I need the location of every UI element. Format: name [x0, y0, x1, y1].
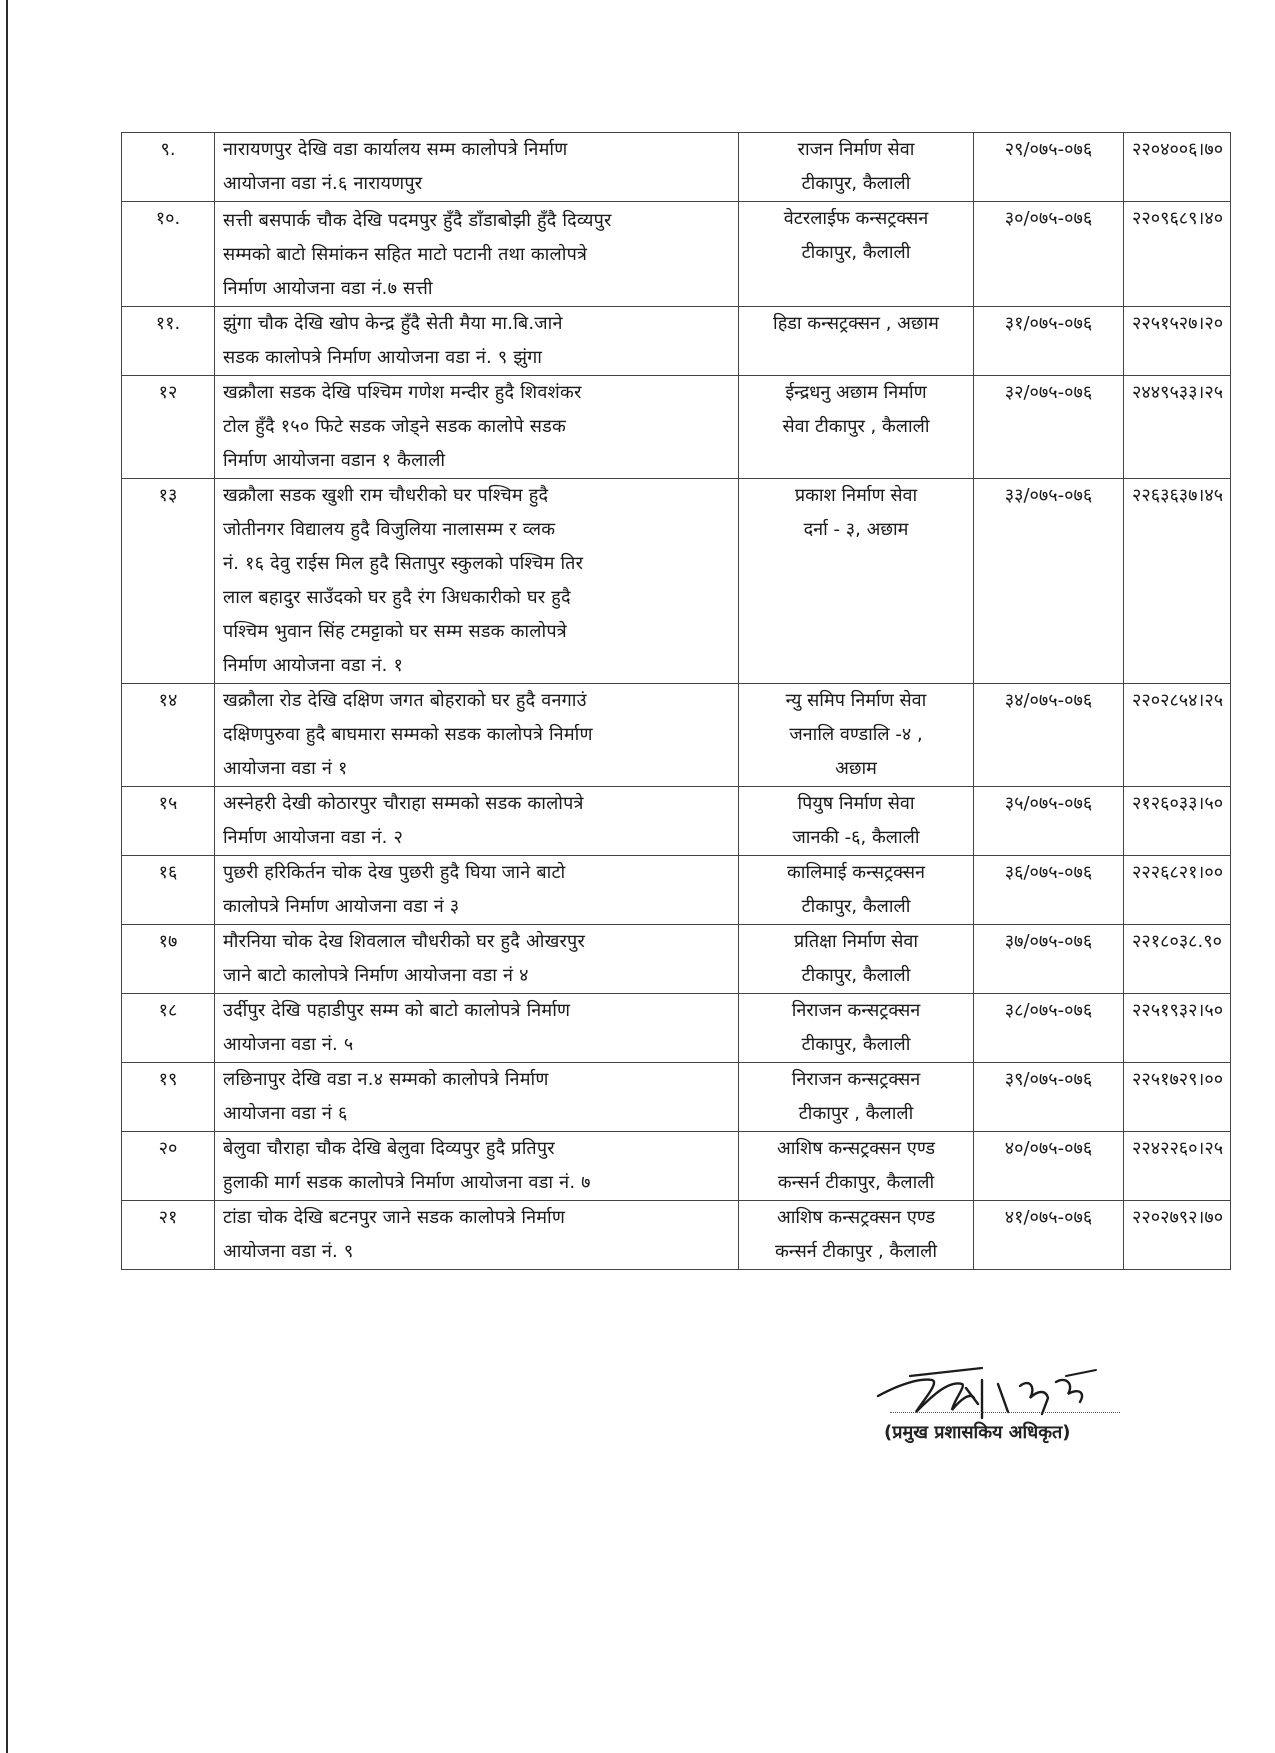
- project-description-cell: [215, 307, 739, 376]
- contractor-line: दर्ना - ३, अछाम: [803, 519, 909, 540]
- contract-number-cell: ४०/०७५-०७६: [974, 1132, 1124, 1201]
- serial-number-cell: १५: [122, 787, 215, 856]
- project-description-line: सडक कालोपत्रे निर्माण आयोजना वडा नं. ९ झुंगा: [223, 347, 543, 368]
- contract-amount-cell: २२४२२६०।२५: [1124, 1132, 1231, 1201]
- contractor-line: सेवा टीकापुर , कैलाली: [782, 416, 930, 437]
- project-description-line: नं. १६ देवु राईस मिल हुदै सितापुर स्कुलको पश्चिम तिर: [223, 553, 584, 574]
- contractor-cell: [739, 684, 974, 787]
- serial-number-cell: २१: [122, 1201, 215, 1270]
- serial-number-cell: २०: [122, 1132, 215, 1201]
- contract-amount-cell: २२५१५२७।२०: [1124, 307, 1231, 376]
- contractor-line: प्रतिक्षा निर्माण सेवा: [793, 931, 919, 952]
- contract-number-cell: ३५/०७५-०७६: [974, 787, 1124, 856]
- contract-number-cell: ३८/०७५-०७६: [974, 994, 1124, 1063]
- contractor-line: निराजन कन्सट्रक्सन: [791, 1000, 921, 1021]
- serial-number-cell: १८: [122, 994, 215, 1063]
- contractor-line: टीकापुर, कैलाली: [801, 242, 911, 263]
- serial-number-cell: १०.: [122, 202, 215, 307]
- contractor-cell: [739, 133, 974, 202]
- contractor-cell: [739, 376, 974, 479]
- contract-number-cell: ३३/०७५-०७६: [974, 479, 1124, 684]
- contractor-line: टीकापुर , कैलाली: [798, 1103, 914, 1124]
- contract-amount-cell: २२५१९३२।५०: [1124, 994, 1231, 1063]
- project-description-cell: [215, 684, 739, 787]
- table-row: [122, 133, 1231, 202]
- contracts-table: [121, 132, 1231, 1270]
- project-description-line: सत्ती बसपार्क चौक देखि पदमपुर हुँदै डाँडाबोझी हुँदै दिव्यपुर: [223, 210, 612, 231]
- project-description-line: कालोपत्रे निर्माण आयोजना वडा नं ३: [223, 896, 460, 917]
- project-description-line: आयोजना वडा नं. ९: [223, 1241, 354, 1262]
- project-description-line: टोल हुँदै १५० फिटे सडक जोड्ने सडक कालोपे सडक: [223, 416, 566, 437]
- project-description-line: निर्माण आयोजना वडा नं.७ सत्ती: [223, 278, 433, 299]
- contractor-line: प्रकाश निर्माण सेवा: [794, 485, 918, 506]
- table-row: [122, 925, 1231, 994]
- contractor-cell: [739, 1132, 974, 1201]
- contract-number-cell: ३७/०७५-०७६: [974, 925, 1124, 994]
- contract-number-cell: ३०/०७५-०७६: [974, 202, 1124, 307]
- table-row: [122, 1063, 1231, 1132]
- contractor-line: ईन्द्रधनु अछाम निर्माण: [785, 382, 927, 403]
- table-row: [122, 1201, 1231, 1270]
- project-description-line: निर्माण आयोजना वडा नं. १: [223, 655, 404, 676]
- contractor-line: अछाम: [835, 758, 877, 779]
- contract-amount-cell: २२०२७९२।७०: [1124, 1201, 1231, 1270]
- project-description-line: उर्दीपुर देखि पहाडीपुर सम्म को बाटो कालोपत्रे निर्माण: [223, 1000, 571, 1021]
- contract-number-cell: ३४/०७५-०७६: [974, 684, 1124, 787]
- contractor-line: टीकापुर, कैलाली: [801, 965, 911, 986]
- project-description-line: जोतीनगर विद्यालय हुदै विजुलिया नालासम्म र व्लक: [223, 519, 556, 540]
- project-description-line: पुछरी हरिकिर्तन चोक देख पुछरी हुदै घिया जाने बाटो: [223, 862, 566, 883]
- serial-number-cell: १४: [122, 684, 215, 787]
- table-row: [122, 994, 1231, 1063]
- contractor-line: कन्सर्न टीकापुर , कैलाली: [774, 1241, 938, 1262]
- table-row: [122, 1132, 1231, 1201]
- contractor-cell: [739, 925, 974, 994]
- table-row: [122, 202, 1231, 307]
- project-description-cell: [215, 1201, 739, 1270]
- signatory-title: (प्रमुख प्रशासकिय अधिकृत): [884, 1422, 1071, 1443]
- project-description-cell: [215, 787, 739, 856]
- project-description-line: हुलाकी मार्ग सडक कालोपत्रे निर्माण आयोजना वडा नं. ७: [223, 1172, 591, 1193]
- contractor-line: हिडा कन्सट्रक्सन , अछाम: [773, 313, 939, 334]
- project-description-line: खक्रौला सडक खुशी राम चौधरीको घर पश्चिम हुदै: [223, 485, 549, 506]
- project-description-line: मौरनिया चोक देख शिवलाल चौधरीको घर हुदै ओखरपुर: [223, 931, 586, 952]
- contractor-line: टीकापुर, कैलाली: [801, 896, 911, 917]
- project-description-line: निर्माण आयोजना वडा नं. २: [223, 827, 404, 848]
- contractor-cell: [739, 1201, 974, 1270]
- project-description-line: आयोजना वडा नं ६: [223, 1103, 348, 1124]
- project-description-line: टांडा चोक देखि बटनपुर जाने सडक कालोपत्रे निर्माण: [223, 1207, 566, 1228]
- project-description-line: आयोजना वडा नं. ५: [223, 1034, 354, 1055]
- signature-dotted-line: [890, 1412, 1120, 1413]
- contractor-line: निराजन कन्सट्रक्सन: [791, 1069, 921, 1090]
- contractor-line: कालिमाई कन्सट्रक्सन: [786, 862, 926, 883]
- project-description-line: आयोजना वडा नं.६ नारायणपुर: [223, 173, 423, 194]
- contractor-line: टीकापुर, कैलाली: [801, 1034, 911, 1055]
- table-row: [122, 787, 1231, 856]
- project-description-line: बेलुवा चौराहा चौक देखि बेलुवा दिव्यपुर हुदै प्रतिपुर: [223, 1138, 555, 1159]
- contractor-line: जानकी -६, कैलाली: [792, 827, 920, 848]
- project-description-line: लछिनापुर देखि वडा न.४ सम्मको कालोपत्रे निर्माण: [223, 1069, 549, 1090]
- serial-number-cell: १७: [122, 925, 215, 994]
- contractor-cell: [739, 787, 974, 856]
- contractor-cell: [739, 479, 974, 684]
- project-description-line: अस्नेहरी देखी कोठारपुर चौराहा सम्मको सडक कालोपत्रे: [223, 793, 584, 814]
- project-description-line: सम्मको बाटो सिमांकन सहित माटो पटानी तथा कालोपत्रे: [223, 244, 588, 265]
- contractor-cell: [739, 994, 974, 1063]
- contractor-line: पियुष निर्माण सेवा: [797, 793, 915, 814]
- project-description-cell: [215, 376, 739, 479]
- project-description-line: खक्रौला रोड देखि दक्षिण जगत बोहराको घर हुदै वनगाउं: [223, 690, 587, 711]
- serial-number-cell: ९.: [122, 133, 215, 202]
- project-description-line: आयोजना वडा नं १: [223, 758, 348, 779]
- contract-amount-cell: २२०२८५४।२५: [1124, 684, 1231, 787]
- contract-amount-cell: २२०९६८९।४०: [1124, 202, 1231, 307]
- contract-number-cell: २९/०७५-०७६: [974, 133, 1124, 202]
- project-description-cell: [215, 925, 739, 994]
- serial-number-cell: ११.: [122, 307, 215, 376]
- contractor-line: आशिष कन्सट्रक्सन एण्ड: [777, 1207, 935, 1228]
- project-description-line: निर्माण आयोजना वडान १ कैलाली: [223, 450, 446, 471]
- contract-amount-cell: २४४९५३३।२५: [1124, 376, 1231, 479]
- contract-amount-cell: २१२६०३३।५०: [1124, 787, 1231, 856]
- table-row: [122, 684, 1231, 787]
- contract-amount-cell: २२०४००६।७०: [1124, 133, 1231, 202]
- serial-number-cell: १६: [122, 856, 215, 925]
- project-description-line: लाल बहादुर साउँदको घर हुदै रंग अिधकारीको घर हुदै: [223, 587, 571, 608]
- table-row: [122, 307, 1231, 376]
- contractor-line: आशिष कन्सट्रक्सन एण्ड: [777, 1138, 935, 1159]
- contractor-cell: [739, 1063, 974, 1132]
- contractor-cell: [739, 856, 974, 925]
- project-description-line: जाने बाटो कालोपत्रे निर्माण आयोजना वडा नं ४: [223, 965, 529, 986]
- contract-number-cell: ३१/०७५-०७६: [974, 307, 1124, 376]
- project-description-cell: [215, 994, 739, 1063]
- contractor-line: वेटरलाईफ कन्सट्रक्सन: [783, 208, 929, 229]
- project-description-cell: [215, 1132, 739, 1201]
- project-description-line: नारायणपुर देखि वडा कार्यालय सम्म कालोपत्रे निर्माण: [223, 139, 568, 160]
- contractor-line: कन्सर्न टीकापुर, कैलाली: [777, 1172, 935, 1193]
- project-description-line: खक्रौला सडक देखि पश्चिम गणेश मन्दीर हुदै शिवशंकर: [223, 382, 582, 403]
- table-row: [122, 856, 1231, 925]
- project-description-cell: [215, 202, 739, 307]
- contract-amount-cell: २२२६८२१।००: [1124, 856, 1231, 925]
- contract-amount-cell: २२१८०३८.९०: [1124, 925, 1231, 994]
- contract-number-cell: ३६/०७५-०७६: [974, 856, 1124, 925]
- contractor-line: न्यु समिप निर्माण सेवा: [785, 690, 927, 711]
- contract-amount-cell: २२६३६३७।४५: [1124, 479, 1231, 684]
- contract-number-cell: ३९/०७५-०७६: [974, 1063, 1124, 1132]
- contractor-line: राजन निर्माण सेवा: [797, 139, 915, 160]
- project-description-line: झुंगा चौक देखि खोप केन्द्र हुँदै सेती मैया मा.बि.जाने: [223, 313, 563, 334]
- contractor-line: टीकापुर, कैलाली: [801, 173, 911, 194]
- project-description-cell: [215, 479, 739, 684]
- contractor-line: जनालि वण्डालि -४ ,: [789, 724, 923, 745]
- contractor-cell: [739, 307, 974, 376]
- serial-number-cell: १३: [122, 479, 215, 684]
- serial-number-cell: १२: [122, 376, 215, 479]
- contracts-table-body: [122, 133, 1231, 1270]
- contract-number-cell: ४१/०७५-०७६: [974, 1201, 1124, 1270]
- contract-amount-cell: २२५१७२९।००: [1124, 1063, 1231, 1132]
- project-description-cell: [215, 856, 739, 925]
- project-description-line: दक्षिणपुरुवा हुदै बाघमारा सम्मको सडक कालोपत्रे निर्माण: [223, 724, 593, 745]
- project-description-line: पश्चिम भुवान सिंह टमट्टाको घर सम्म सडक कालोपत्रे: [223, 621, 567, 642]
- page-edge-line: [6, 0, 8, 1753]
- contractor-cell: [739, 202, 974, 307]
- project-description-cell: [215, 1063, 739, 1132]
- serial-number-cell: १९: [122, 1063, 215, 1132]
- table-row: [122, 479, 1231, 684]
- contract-number-cell: ३२/०७५-०७६: [974, 376, 1124, 479]
- table-row: [122, 376, 1231, 479]
- project-description-cell: [215, 133, 739, 202]
